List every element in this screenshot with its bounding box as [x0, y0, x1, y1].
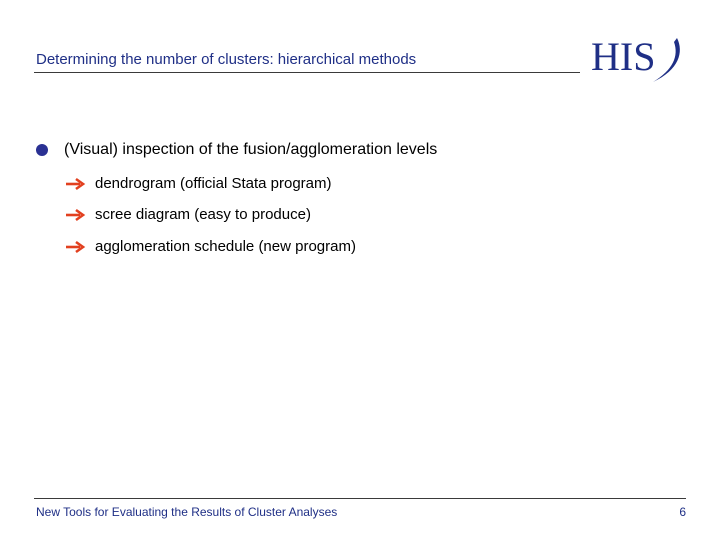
bullet-dot-icon — [36, 144, 48, 156]
logo-swoosh-icon — [653, 38, 680, 82]
arrow-right-icon — [65, 177, 87, 191]
title-rule — [34, 72, 580, 73]
sub-item-scree-diagram — [65, 206, 311, 223]
his-logo — [591, 34, 687, 86]
footer-rule — [34, 498, 686, 499]
arrow-right-icon — [65, 208, 87, 222]
sub-item-dendrogram — [65, 175, 332, 192]
sub-item-label: agglomeration schedule (new program) — [95, 238, 356, 255]
bullet-item — [36, 141, 437, 159]
sub-item-label: scree diagram (easy to produce) — [95, 206, 311, 223]
sub-item-label: dendrogram (official Stata program) — [95, 175, 332, 192]
sub-item-agglomeration-schedule — [65, 238, 356, 255]
arrow-right-icon — [65, 240, 87, 254]
footer-text: New Tools for Evaluating the Results of Cluster Analyses — [36, 505, 338, 519]
logo-text: HIS — [591, 34, 656, 79]
slide-title: Determining the number of clusters: hierarchical methods — [36, 51, 417, 68]
bullet-text: (Visual) inspection of the fusion/agglomeration levels — [64, 141, 438, 158]
page-number: 6 — [679, 505, 686, 519]
